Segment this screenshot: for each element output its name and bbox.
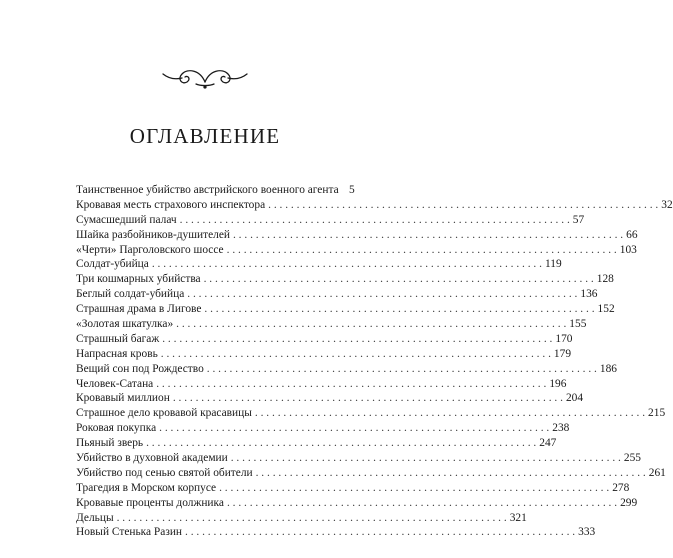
toc-entry[interactable] [76, 243, 637, 258]
toc-entry-title: Шайка разбойников-душителей [76, 228, 230, 241]
toc-entry[interactable] [76, 436, 557, 451]
toc-entry-title: Кровавая месть страхового инспектора [76, 198, 266, 211]
toc-entry-page: 247 [539, 437, 557, 450]
toc-entry[interactable] [76, 287, 598, 302]
toc-entry[interactable] [76, 228, 638, 243]
toc-entry[interactable] [76, 451, 641, 466]
toc-entry-title: Напрасная кровь [76, 347, 158, 360]
dot-leader [176, 317, 566, 332]
toc-entry[interactable] [76, 302, 615, 317]
dot-leader [117, 511, 507, 526]
toc-entry[interactable] [76, 377, 567, 392]
toc-entry-title: Человек-Сатана [76, 377, 154, 390]
toc-entry-page: 238 [552, 422, 570, 435]
toc-entry-page: 333 [578, 526, 596, 539]
toc-entry-title: Дельцы [76, 511, 114, 524]
toc-entry[interactable] [76, 362, 617, 377]
toc-entry-page: 57 [572, 213, 585, 226]
toc-entry-title: Страшное дело кровавой красавицы [76, 407, 252, 420]
toc-entry[interactable] [76, 198, 673, 213]
dot-leader [156, 377, 546, 392]
dot-leader [204, 302, 594, 317]
toc-entry[interactable] [76, 406, 666, 421]
toc-entry-page: 261 [648, 466, 666, 479]
toc-entry-title: Кровавые проценты должника [76, 496, 224, 509]
toc-entry-page: 32 [661, 198, 673, 211]
toc-entry-title: Убийство под сенью святой обители [76, 466, 253, 479]
toc-entry-page: 196 [549, 377, 567, 390]
dot-leader [152, 257, 542, 272]
toc-entry[interactable] [76, 347, 572, 362]
dot-leader [233, 228, 623, 243]
dot-leader [162, 332, 552, 347]
table-of-contents [76, 183, 673, 540]
dot-leader [173, 391, 563, 406]
dot-leader [161, 347, 551, 362]
toc-entry-title: Убийство в духовной академии [76, 452, 228, 465]
toc-entry-title: Роковая покупка [76, 422, 157, 435]
toc-entry-title: Новый Стенька Разин [76, 526, 183, 539]
toc-entry-title: Вещий сон под Рождество [76, 362, 204, 375]
toc-entry-title: Страшный багаж [76, 332, 160, 345]
toc-entry[interactable] [76, 391, 584, 406]
toc-entry[interactable] [76, 257, 562, 272]
toc-entry-page: 66 [626, 228, 638, 241]
toc-entry[interactable] [76, 213, 585, 228]
toc-entry-page: 152 [597, 303, 615, 316]
toc-entry-page: 255 [623, 452, 641, 465]
toc-entry-page: 5 [348, 184, 355, 196]
toc-entry-title: Беглый солдат-убийца [76, 288, 185, 301]
dot-leader [146, 436, 536, 451]
toc-entry-page: 103 [619, 243, 637, 256]
toc-entry[interactable] [76, 466, 666, 481]
dot-leader [256, 466, 646, 481]
dot-leader [219, 481, 609, 496]
toc-entry-page: 278 [612, 481, 630, 494]
toc-entry-title: Трагедия в Морском корпусе [76, 481, 217, 494]
toc-entry[interactable] [76, 332, 573, 347]
toc-entry[interactable] [76, 317, 587, 332]
dot-leader [268, 198, 658, 213]
toc-entry-title: Кровавый миллион [76, 392, 170, 405]
dot-leader [180, 213, 570, 228]
toc-entry-page: 155 [569, 318, 587, 331]
toc-entry-title: Таинственное убийство австрийского военного агента [76, 184, 339, 196]
toc-entry[interactable] [76, 525, 596, 540]
toc-entry-title: Солдат-убийца [76, 258, 149, 271]
dot-leader [207, 362, 597, 377]
toc-entry-page: 186 [599, 362, 617, 375]
toc-entry[interactable] [76, 481, 630, 496]
dot-leader [227, 496, 617, 511]
toc-entry-title: «Черти» Парголовского шоссе [76, 243, 224, 256]
toc-entry-page: 215 [648, 407, 666, 420]
flourish-ornament-icon [0, 66, 410, 90]
toc-entry-page: 119 [544, 258, 562, 271]
toc-entry-page: 179 [553, 347, 572, 360]
toc-entry[interactable] [76, 183, 355, 198]
toc-entry[interactable] [76, 496, 638, 511]
dot-leader [227, 243, 617, 258]
toc-entry-title: «Золотая шкатулка» [76, 318, 174, 331]
page-title: ОГЛАВЛЕНИЕ [129, 124, 281, 148]
dot-leader [159, 421, 549, 436]
dot-leader [185, 525, 575, 540]
dot-leader [187, 287, 577, 302]
toc-entry-title: Страшная драма в Лигове [76, 303, 202, 316]
toc-entry-title: Три кошмарных убийства [76, 273, 201, 286]
toc-entry-page: 299 [620, 496, 638, 509]
dot-leader [231, 451, 621, 466]
toc-entry-page: 321 [509, 511, 527, 524]
toc-entry-title: Сумасшедший палач [76, 213, 177, 226]
toc-entry[interactable] [76, 511, 527, 526]
toc-entry-page: 128 [596, 273, 614, 286]
toc-entry[interactable] [76, 421, 570, 436]
dot-leader [204, 272, 594, 287]
toc-entry-page: 170 [555, 332, 573, 345]
toc-entry-page: 204 [565, 392, 584, 405]
dot-leader [255, 406, 645, 421]
toc-entry[interactable] [76, 272, 614, 287]
toc-entry-page: 136 [580, 288, 598, 301]
toc-entry-title: Пьяный зверь [76, 437, 144, 450]
